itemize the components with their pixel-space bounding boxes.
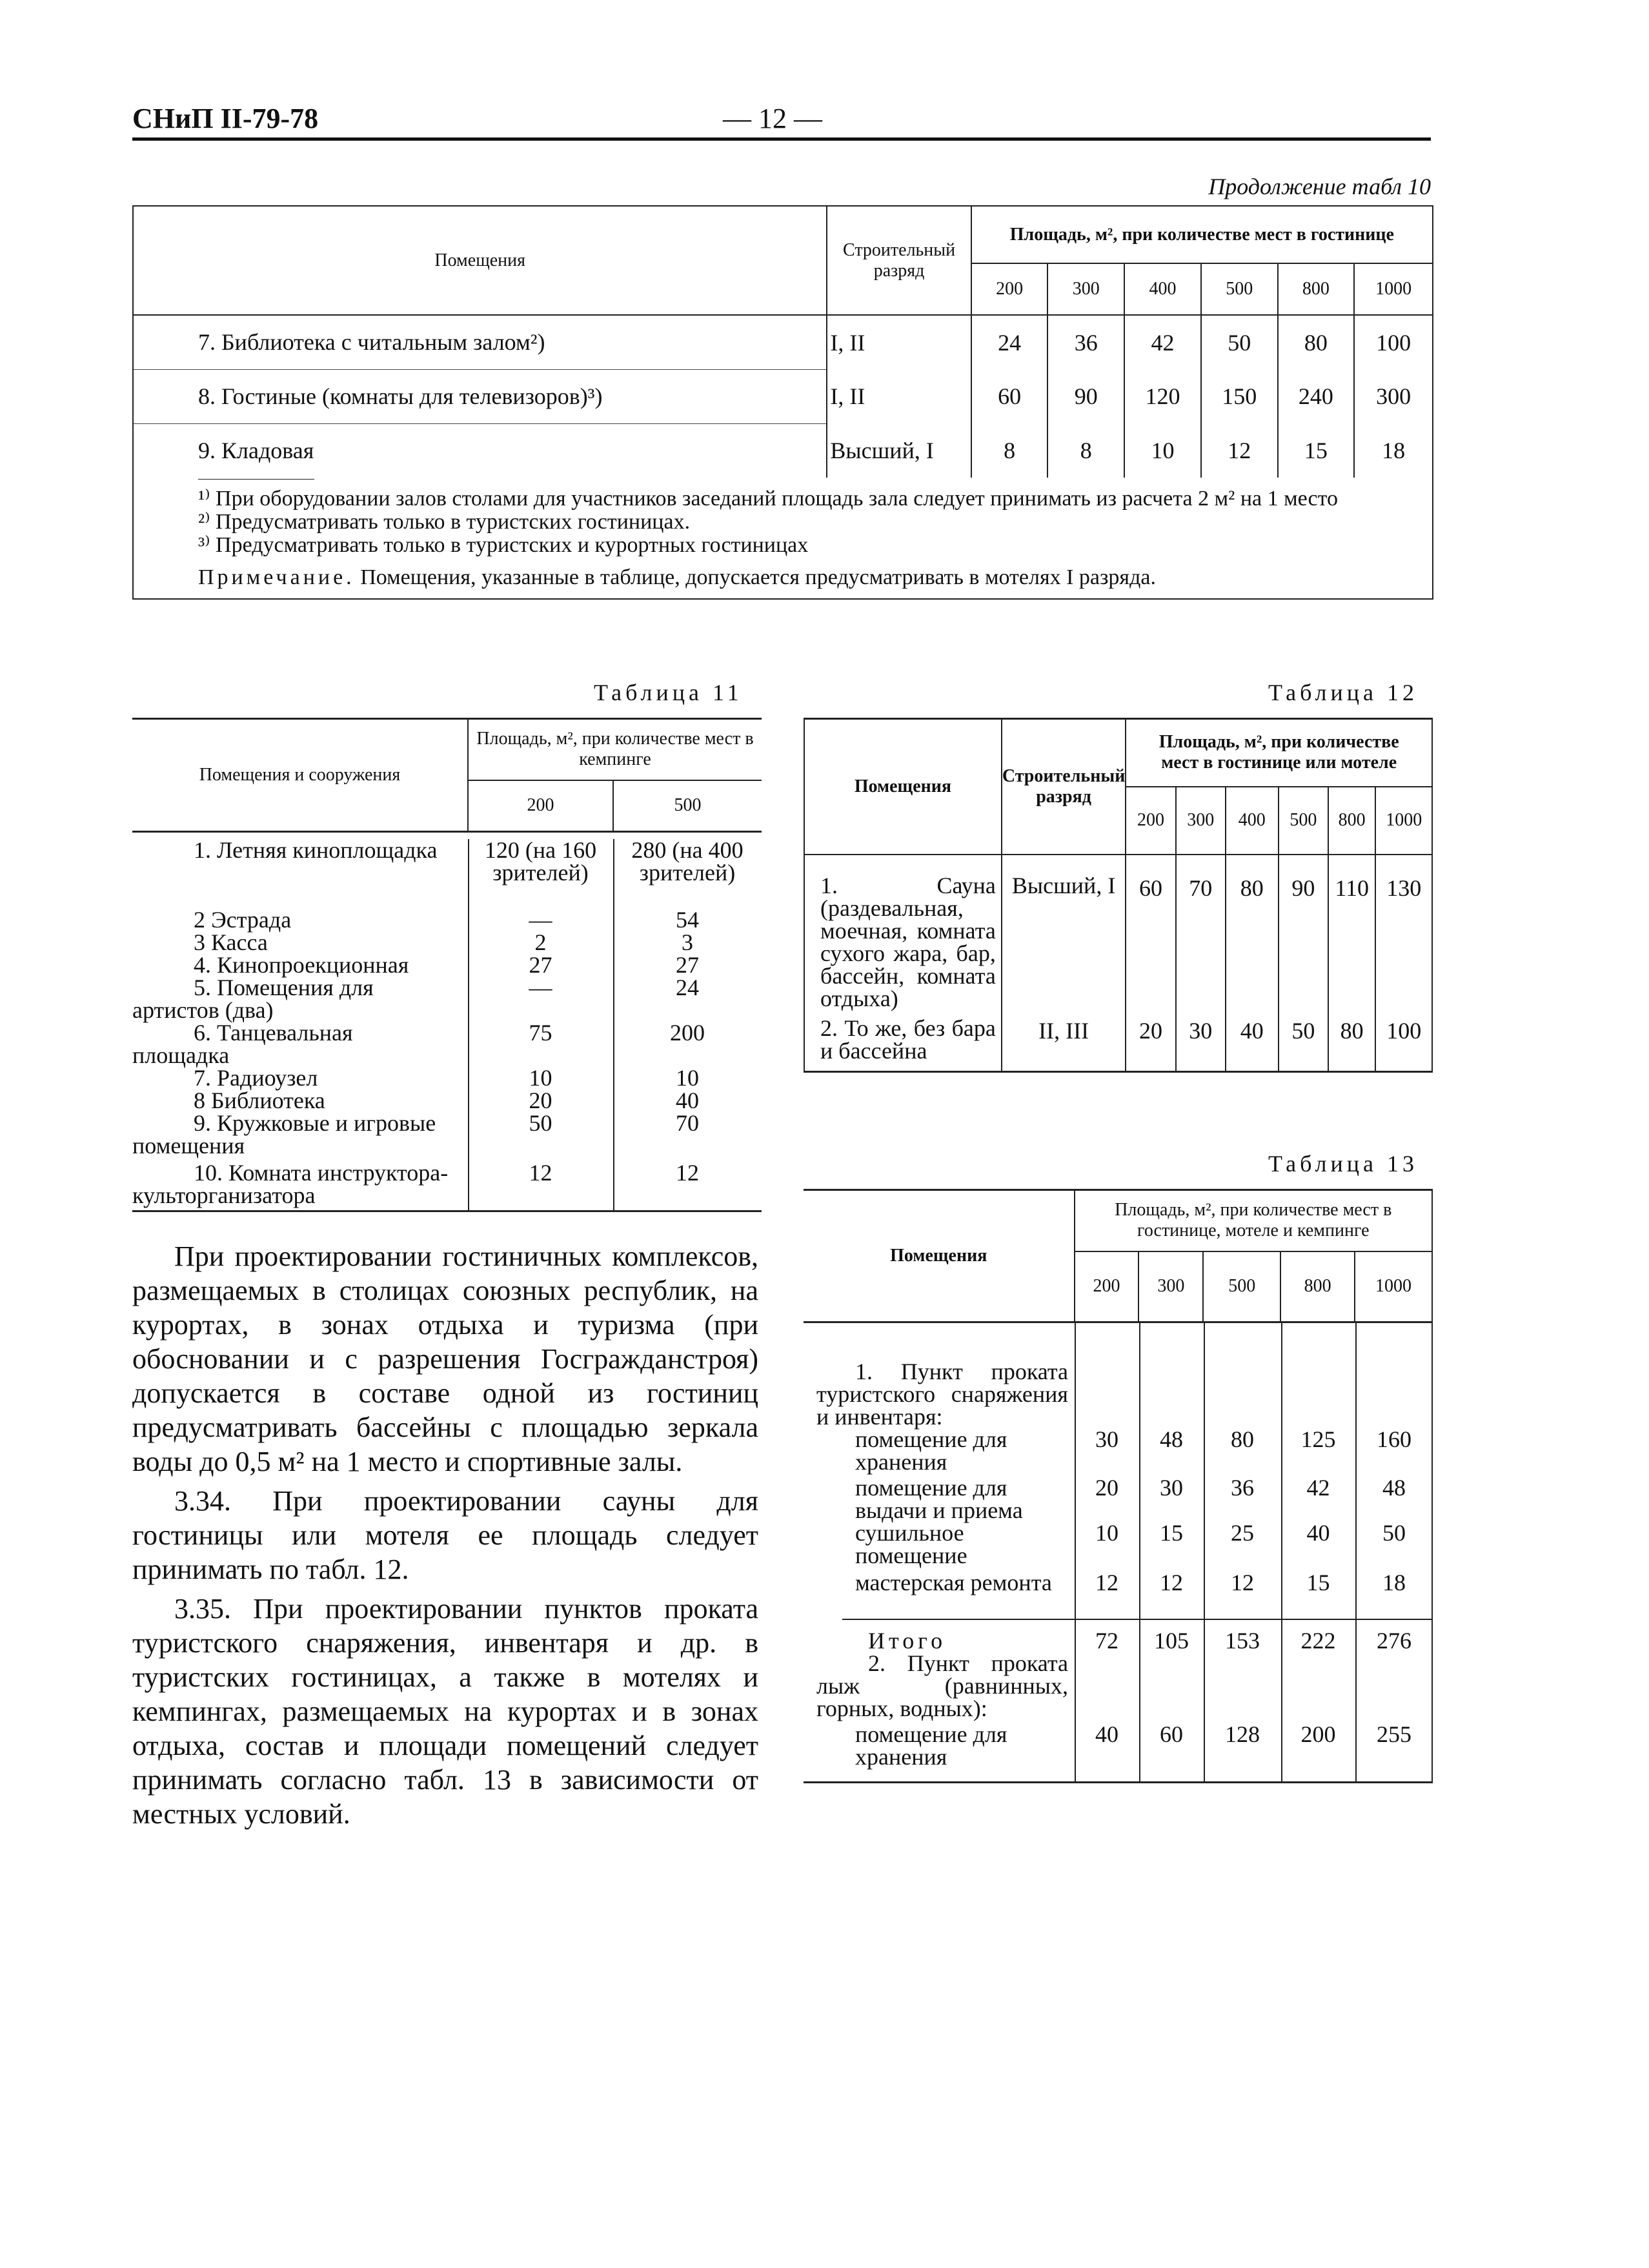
t13-total-cell: 72 xyxy=(1095,1628,1118,1654)
document-code: СНиП II-79-78 xyxy=(132,103,319,134)
t13-cell: 255 xyxy=(1377,1721,1411,1747)
row-name: 9. Кладовая xyxy=(198,438,314,464)
t11-cell: 12 xyxy=(529,1160,552,1186)
t13-total-cell: 222 xyxy=(1300,1628,1336,1654)
t13-total-rule xyxy=(842,1619,1433,1620)
cell: 12 xyxy=(1201,423,1278,478)
t11-bottom-rule xyxy=(132,1210,762,1212)
t13-cap: 300 xyxy=(1138,1251,1203,1322)
t12-row-category: Высший, I xyxy=(1002,855,1126,1017)
t13-cell: 12 xyxy=(1160,1570,1183,1595)
t11-row-name: 8 Библиотека xyxy=(194,1088,325,1113)
paragraph-3-34: 3.34. При проектировании сауны для гостиницы или мотеля ее площадь следует принимать по табл. 12. xyxy=(132,1485,758,1585)
t13-cell: 40 xyxy=(1095,1721,1118,1747)
t10-cap-1000: 1000 xyxy=(1354,263,1432,315)
table10-note xyxy=(134,566,1432,589)
table10-block xyxy=(132,205,1433,600)
t11-cap-500: 500 xyxy=(613,780,762,832)
table13-block xyxy=(804,1189,1433,1323)
t13-total-cell: 105 xyxy=(1154,1628,1189,1654)
t13-total-cell: 276 xyxy=(1377,1628,1411,1654)
cell: 8 xyxy=(1047,423,1124,478)
t11-cell: 70 xyxy=(676,1110,699,1136)
t12-head-rooms: Помещения xyxy=(804,719,1002,855)
t12-cell: 30 xyxy=(1176,1017,1226,1072)
t12-cell: 90 xyxy=(1279,855,1328,1017)
t11-row-name: 10. Комната инструктора-культорганизатора xyxy=(132,1160,449,1208)
t10-cap-200: 200 xyxy=(971,263,1048,315)
t13-cell: 200 xyxy=(1300,1721,1336,1747)
t13-cell: 40 xyxy=(1306,1520,1330,1546)
t13-col-rule xyxy=(1075,1323,1076,1781)
t13-bottom-rule xyxy=(804,1781,1433,1783)
t13-cell: 48 xyxy=(1382,1475,1406,1501)
table11-caption: Таблица 11 xyxy=(594,680,743,705)
cell: 120 xyxy=(1124,369,1201,423)
row-category: Высший, I xyxy=(827,423,971,478)
paragraph-3-35: 3.35. При проектировании пунктов проката туристского снаряжения, инвентаря и др. в туристских гостиницах, а также в мотелях и кемпингах, размещаемых на курортах и в зонах отдыха, состав и площади помещений следует принимать согласно табл. 13 в зависимости от местных условий. xyxy=(132,1593,758,1830)
t11-cell: 75 xyxy=(529,1020,552,1046)
t13-cell: 30 xyxy=(1160,1475,1183,1501)
t13-cell: 48 xyxy=(1160,1426,1183,1452)
t11-cell: 54 xyxy=(676,907,699,933)
cell: 100 xyxy=(1354,315,1432,369)
cell: 80 xyxy=(1278,315,1355,369)
t13-cell: 42 xyxy=(1306,1475,1330,1501)
t13-cell: 30 xyxy=(1095,1426,1118,1452)
t13-cell: 15 xyxy=(1160,1520,1183,1546)
t11-row-name: 6. Танцевальная площадка xyxy=(132,1020,353,1068)
row-category: I, II xyxy=(827,315,971,369)
t10-cap-300: 300 xyxy=(1047,263,1124,315)
t13-cell: 60 xyxy=(1160,1721,1183,1747)
t13-cell: 20 xyxy=(1095,1475,1118,1501)
t13-cell: 18 xyxy=(1382,1570,1406,1595)
t11-cell: 2 xyxy=(534,929,547,955)
t11-row-name: 5. Помещения для артистов (два) xyxy=(132,975,374,1023)
t10-cap-400: 400 xyxy=(1124,263,1201,315)
page-number: — 12 — xyxy=(723,103,822,134)
footnote-1: ¹⁾ При оборудовании залов столами для участников заседаний площадь зала следует принимать из расчета 2 м² на 1 место xyxy=(198,487,1339,511)
t11-cell: 3 xyxy=(682,929,693,955)
note-label: Примечание. xyxy=(198,565,355,589)
t13-col-rule xyxy=(1355,1323,1357,1781)
table10-caption: Продолжение табл 10 xyxy=(1208,174,1431,199)
t12-cell: 80 xyxy=(1226,855,1279,1017)
t13-cap: 500 xyxy=(1203,1251,1280,1322)
t13-row-name: помещение для хранения xyxy=(855,1721,1007,1770)
t12-cap: 200 xyxy=(1126,787,1175,855)
paragraph: При проектировании гостиничных комплексов, размещаемых в столицах союзных республик, на курортах, в зонах отдыха и туризма (при обосновании и с разрешения Госгражданстроя) допускается в составе одной из гостиниц предусматривать бассейны с площадью зеркала воды до 0,5 м² на 1 место и спортивные залы. xyxy=(132,1240,758,1477)
t13-total-label: Итого xyxy=(868,1628,947,1654)
t13-cell: 36 xyxy=(1231,1475,1254,1501)
cell: 60 xyxy=(971,369,1048,423)
t12-cell: 50 xyxy=(1279,1017,1328,1072)
table10-footnotes xyxy=(134,480,1432,589)
t13-cell: 50 xyxy=(1382,1520,1406,1546)
t12-cap: 500 xyxy=(1279,787,1328,855)
t13-row-name: помещение для хранения xyxy=(855,1426,1007,1475)
footnote-2: ²⁾ Предусматривать только в туристских гостиницах. xyxy=(198,510,691,534)
table-row xyxy=(804,855,1432,1017)
t13-cell: 80 xyxy=(1231,1426,1254,1452)
t12-cell: 40 xyxy=(1226,1017,1279,1072)
footnote-3: ³⁾ Предусматривать только в туристских и курортных гостиницах xyxy=(198,533,809,557)
t11-head-area: Площадь, м², при количестве мест в кемпинге xyxy=(468,719,762,780)
t13-col-rule xyxy=(1204,1323,1205,1781)
t11-row-name: 3 Касса xyxy=(194,929,268,955)
t11-row-name: 7. Радиоузел xyxy=(194,1065,318,1091)
t12-cell: 20 xyxy=(1126,1017,1175,1072)
t10-cap-800: 800 xyxy=(1278,263,1355,315)
note-text: Помещения, указанные в таблице, допускается предусматривать в мотелях I разряда. xyxy=(360,565,1156,589)
cell: 15 xyxy=(1278,423,1355,478)
t11-row-name: 9. Кружковые и игровые помещения xyxy=(132,1110,436,1159)
t11-cell: 280 (на 400 зрителей) xyxy=(631,837,744,886)
t12-row-name: 2. То же, без бара и бассейна xyxy=(820,1015,996,1064)
cell: 18 xyxy=(1354,423,1432,478)
t12-cell: 60 xyxy=(1126,855,1175,1017)
row-name: 7. Библиотека с читальным залом²) xyxy=(134,315,827,369)
t11-row-name: 4. Кинопроекционная xyxy=(194,952,409,978)
table12 xyxy=(804,718,1433,1073)
table11-block xyxy=(132,718,762,833)
t12-cap: 800 xyxy=(1328,787,1375,855)
t12-row-category: II, III xyxy=(1002,1017,1126,1072)
cell: 10 xyxy=(1124,423,1201,478)
t13-cell: 25 xyxy=(1231,1520,1254,1546)
cell: 36 xyxy=(1047,315,1124,369)
t13-group1-title: 1. Пункт проката туристского снаряжения и инвентаря: xyxy=(816,1359,1068,1430)
table13 xyxy=(804,1189,1433,1323)
table-row xyxy=(134,315,1432,369)
cell: 150 xyxy=(1201,369,1278,423)
t11-cell: 120 (на 160 зрителей) xyxy=(484,837,597,886)
table13-caption: Таблица 13 xyxy=(1268,1151,1418,1177)
row-category: I, II xyxy=(827,369,971,423)
table11 xyxy=(132,718,762,833)
t11-cell: 12 xyxy=(676,1160,699,1186)
table12-caption: Таблица 12 xyxy=(1268,680,1418,705)
t11-cap-200: 200 xyxy=(468,780,613,832)
t10-cap-500: 500 xyxy=(1201,263,1278,315)
t12-cell: 130 xyxy=(1375,855,1432,1017)
t12-cell: 70 xyxy=(1176,855,1226,1017)
t12-cell: 100 xyxy=(1375,1017,1432,1072)
table-row xyxy=(134,369,1432,423)
t11-cell: 50 xyxy=(529,1110,552,1136)
t12-cell: 110 xyxy=(1328,855,1375,1017)
cell: 42 xyxy=(1124,315,1201,369)
t13-row-name: помещение для выдачи и приема xyxy=(855,1475,1023,1523)
t12-cap: 300 xyxy=(1176,787,1226,855)
cell: 8 xyxy=(971,423,1048,478)
t12-row-name: 1. Сауна (раздевальная, моечная, комната сухого жара, бар, бассейн, комната отдыха) xyxy=(820,872,996,1011)
cell: 90 xyxy=(1047,369,1124,423)
cell: 50 xyxy=(1201,315,1278,369)
t12-cell: 80 xyxy=(1328,1017,1375,1072)
t12-cap: 1000 xyxy=(1375,787,1432,855)
t13-cell: 15 xyxy=(1306,1570,1330,1595)
t13-cell: 12 xyxy=(1095,1570,1118,1595)
table-row xyxy=(804,1017,1432,1072)
t10-head-category: Строительный разряд xyxy=(827,207,971,315)
body-text xyxy=(132,1239,758,1831)
t13-cell: 10 xyxy=(1095,1520,1118,1546)
table-row xyxy=(134,423,1432,478)
t13-cell: 160 xyxy=(1377,1426,1411,1452)
t11-cell: — xyxy=(529,975,552,1000)
t11-cell: — xyxy=(529,907,552,933)
cell: 24 xyxy=(971,315,1048,369)
cell: 240 xyxy=(1278,369,1355,423)
table10 xyxy=(134,207,1432,478)
row-name: 8. Гостиные (комнаты для телевизоров)³) xyxy=(134,369,827,423)
t11-cell: 10 xyxy=(676,1065,699,1091)
t13-cell: 12 xyxy=(1231,1570,1254,1595)
t11-row-name: 1. Летняя киноплощадка xyxy=(194,837,438,863)
t10-head-rooms: Помещения xyxy=(134,207,827,315)
t13-col-rule xyxy=(1431,1323,1433,1781)
t10-head-area: Площадь, м², при количестве мест в гостинице xyxy=(971,207,1432,263)
t13-cell: 128 xyxy=(1225,1721,1260,1747)
t11-cell: 27 xyxy=(676,952,699,978)
t11-cell: 24 xyxy=(676,975,699,1000)
t13-group2-title: 2. Пункт проката лыж (равнинных, горных, водных): xyxy=(816,1650,1068,1721)
t11-cell: 40 xyxy=(676,1088,699,1113)
t11-cell: 20 xyxy=(529,1088,552,1113)
t13-cap: 200 xyxy=(1075,1251,1139,1322)
header-rule xyxy=(132,137,1431,141)
t13-cell: 125 xyxy=(1300,1426,1336,1452)
t12-cap: 400 xyxy=(1226,787,1279,855)
t13-col-rule xyxy=(1281,1323,1282,1781)
cell: 300 xyxy=(1354,369,1432,423)
t13-col-rule xyxy=(1139,1323,1140,1781)
t13-cap: 800 xyxy=(1280,1251,1355,1322)
t12-head-area: Площадь, м², при количестве мест в гостинице или мотеле xyxy=(1126,719,1432,787)
t11-cell: 10 xyxy=(529,1065,552,1091)
table12-block xyxy=(804,718,1433,1073)
t13-head-rooms: Помещения xyxy=(804,1190,1075,1322)
t11-cell: 200 xyxy=(670,1020,705,1046)
t13-total-cell: 153 xyxy=(1225,1628,1260,1654)
t11-cell: 27 xyxy=(529,952,552,978)
t11-head-rooms: Помещения и сооружения xyxy=(132,719,468,832)
t13-row-name: мастерская ремонта xyxy=(855,1570,1052,1595)
t11-row-name: 2 Эстрада xyxy=(194,907,292,933)
t13-cap: 1000 xyxy=(1355,1251,1432,1322)
t13-row-name: сушильное помещение xyxy=(855,1520,967,1568)
t13-head-area: Площадь, м², при количестве мест в гостинице, мотеле и кемпинге xyxy=(1075,1190,1432,1251)
t12-head-category: Строительный разряд xyxy=(1002,719,1126,855)
